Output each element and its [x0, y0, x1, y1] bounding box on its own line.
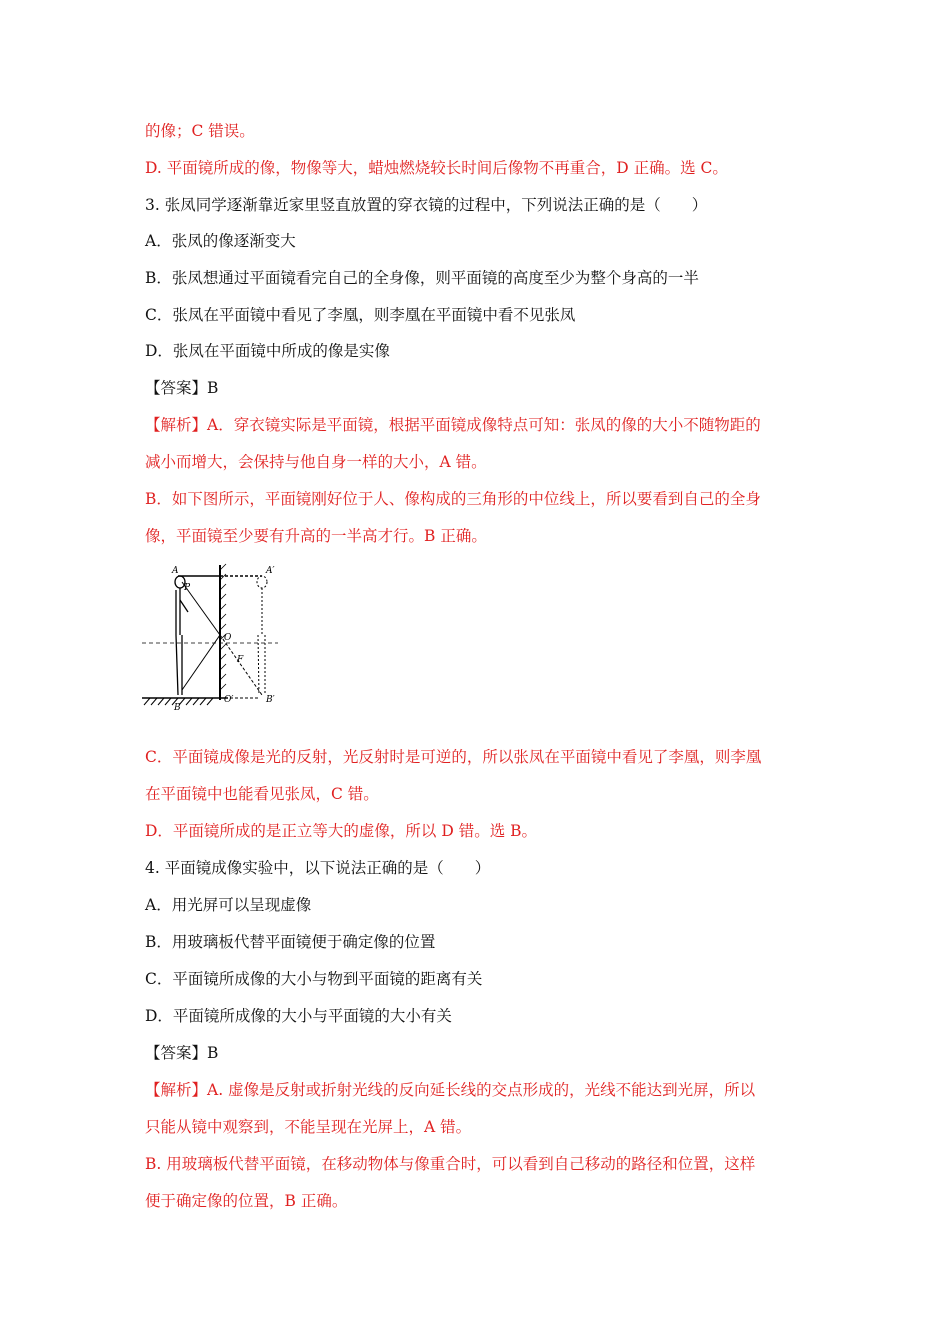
question-4-stem: 4. 平面镜成像实验中，以下说法正确的是（ ） [145, 859, 491, 877]
analysis-text: A．穿衣镜实际是平面镜，根据平面镜成像特点可知：张凤的像的大小不随物距的 [207, 416, 761, 434]
question-4-option-d: D．平面镜所成像的大小与平面镜的大小有关 [145, 1007, 452, 1025]
label-o-prime: O′ [224, 695, 234, 705]
text-line: B．如下图所示，平面镜刚好位于人、像构成的三角形的中位线上，所以要看到自己的全身 [145, 490, 761, 508]
question-3-answer: 【答案】B [145, 379, 219, 397]
label-p: P [184, 583, 191, 593]
text-line: 减小而增大，会保持与他自身一样的大小，A 错。 [145, 453, 487, 471]
text-line: 的像；C 错误。 [145, 122, 255, 140]
question-4-option-b: B．用玻璃板代替平面镜便于确定像的位置 [145, 933, 436, 951]
analysis-text: A. 虚像是反射或折射光线的反向延长线的交点形成的，光线不能达到光屏，所以 [207, 1081, 756, 1099]
analysis-label: 【解析】 [145, 416, 208, 434]
question-3-option-c: C．张凤在平面镜中看见了李凰，则李凰在平面镜中看不见张凤 [145, 306, 576, 324]
text-line: 像，平面镜至少要有升高的一半高才行。B 正确。 [145, 527, 487, 545]
ground-hatching [142, 698, 228, 705]
text-line: D. 平面镜所成的像，物像等大，蜡烛燃烧较长时间后像物不再重合，D 正确。选 C。 [145, 159, 728, 177]
label-o: O [224, 633, 232, 643]
text-line: C．平面镜成像是光的反射，光反射时是可逆的，所以张凤在平面镜中看见了李凰，则李凰 [145, 748, 762, 766]
label-f: F [237, 655, 244, 665]
image-figure [257, 576, 267, 695]
question-3-analysis [145, 415, 761, 435]
person-figure [175, 576, 188, 695]
question-3-option-b: B．张凤想通过平面镜看完自己的全身像，则平面镜的高度至少为整个身高的一半 [145, 269, 699, 287]
question-4-answer: 【答案】B [145, 1044, 219, 1062]
label-b-prime: B′ [266, 695, 275, 705]
question-3-option-a: A．张凤的像逐渐变大 [145, 232, 296, 250]
label-b: B [174, 703, 181, 710]
text-line: 在平面镜中也能看见张凤，C 错。 [145, 785, 379, 803]
question-3-option-d: D．张凤在平面镜中所成的像是实像 [145, 342, 390, 360]
question-4-analysis [145, 1080, 755, 1100]
text-line: D．平面镜所成的是正立等大的虚像，所以 D 错。选 B。 [145, 822, 538, 840]
text-line: B. 用玻璃板代替平面镜，在移动物体与像重合时，可以看到自己移动的路径和位置，这样 [145, 1155, 756, 1173]
question-4-option-c: C．平面镜所成像的大小与物到平面镜的距离有关 [145, 970, 483, 988]
analysis-label: 【解析】 [145, 1081, 208, 1099]
question-3-stem: 3. 张凤同学逐渐靠近家里竖直放置的穿衣镜的过程中，下列说法正确的是（ ） [145, 196, 708, 214]
label-a: A [172, 566, 179, 576]
question-4-option-a: A．用光屏可以呈现虚像 [145, 896, 312, 914]
mirror-figure [140, 560, 280, 710]
text-line: 只能从镜中观察到，不能呈现在光屏上，A 错。 [145, 1118, 472, 1136]
text-line: 便于确定像的位置，B 正确。 [145, 1192, 348, 1210]
label-a-prime: A′ [266, 566, 275, 576]
